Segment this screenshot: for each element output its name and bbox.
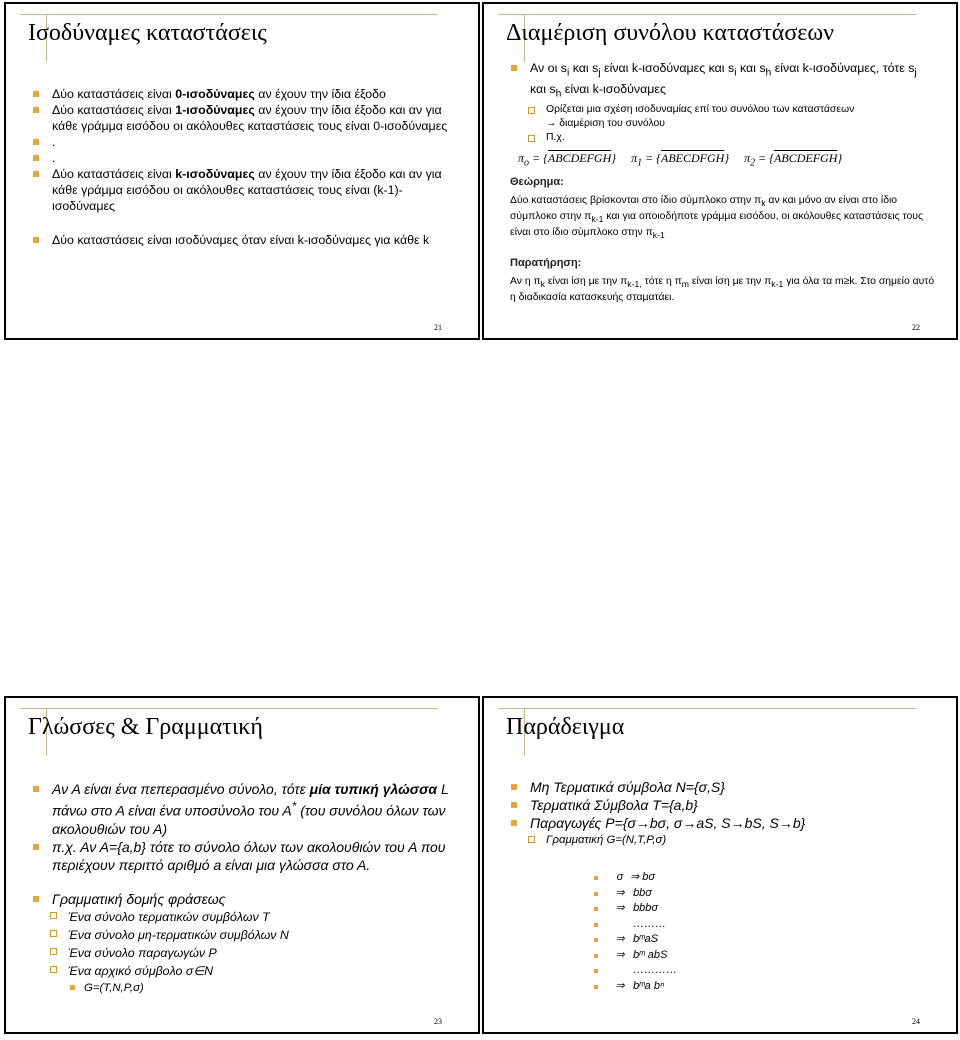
sub-bullet-grammar: Γραμματική G=(N,T,P,σ) (510, 832, 936, 848)
slide-title: Παράδειγμα (506, 714, 625, 740)
page-number: 24 (912, 1017, 920, 1026)
checkbox-bullet-icon (50, 948, 57, 955)
bullet-1-equivalent: Δύο καταστάσεις είναι 1-ισοδύναμες αν έχουν την ίδια έξοδο και αν για κάθε γράμμα εισόδου οι ακόλουθες καταστάσεις τους είναι 0-ισοδύναμες (32, 102, 458, 134)
slide-rule (20, 708, 438, 709)
slide-rule (20, 14, 438, 15)
bullet-nonterminals: Μη Τερματικά σύμβολα N={σ,S} (510, 778, 936, 796)
bullet-dot: . (32, 150, 458, 166)
checkbox-bullet-icon (528, 107, 535, 114)
slide-body (32, 86, 458, 248)
note-text: Αν η $\pi_k$ είναι ίση με την $\pi_{k-1,}$ τότε η $\pi_m$ είναι ίση με την $\pi_{k-1}$ για όλα τα m≥k. Στο σημείο αυτό η διαδικασία κατασκευής σταματάει. (510, 275, 935, 303)
derivation-list (594, 870, 677, 994)
slide-24 (482, 696, 958, 1034)
bullet-k-equivalent: Δύο καταστάσεις είναι k-ισοδύναμες αν έχουν την ίδια έξοδο και αν για κάθε γράμμα εισόδου οι ακόλουθες καταστάσεις τους είναι (k-1)-ισοδύναμες (32, 166, 458, 214)
sub-bullet-relation: Ορίζεται μια σχέση ισοδυναμίας επί του συνόλου των καταστάσεων → διαμέριση του συνόλου (510, 103, 936, 131)
checkbox-bullet-icon (50, 966, 57, 973)
bullet-dot: . (32, 134, 458, 150)
derivation-step: ⇒ bᵐaS (594, 932, 677, 948)
slide-body (510, 778, 936, 848)
bullet-example: π.χ. Αν Α={a,b} τότε το σύνολο όλων των ακολουθιών του Α που περιέχουν περιττό αριθμό a είναι μια γλώσσα στο Α. (32, 838, 458, 874)
slide-rule (498, 14, 916, 15)
sub-bullet-example: Π.χ. (510, 131, 936, 145)
bullet-formal-language: Αν Α είναι ένα πεπερασμένο σύνολο, τότε μία τυπική γλώσσα L πάνω στο Α είναι ένα υποσύνολο του Α* (του συνόλου όλων των ακολουθιών του Α) (32, 780, 458, 838)
bullet-terminals: Τερματικά Σύμβολα T={a,b} (510, 796, 936, 814)
bullet-0-equivalent: Δύο καταστάσεις είναι 0-ισοδύναμες αν έχουν την ίδια έξοδο (32, 86, 458, 102)
sub-bullet-terminals: Ένα σύνολο τερματικών συμβόλων Τ (32, 908, 458, 926)
checkbox-bullet-icon (50, 930, 57, 937)
page-number: 21 (434, 323, 442, 332)
slide-23 (4, 696, 480, 1034)
derivation-step: ⇒ bᵐa bⁿ (594, 979, 677, 995)
slide-22 (482, 2, 958, 340)
note-label: Παρατήρηση: (510, 256, 582, 269)
page-number: 22 (912, 323, 920, 332)
slide-title: Ισοδύναμες καταστάσεις (28, 20, 267, 46)
slide-title: Γλώσσες & Γραμματική (28, 714, 263, 740)
theorem-text: Δύο καταστάσεις βρίσκονται στο ίδιο σύμπλοκο στην $\pi_k$ αν και μόνο αν είναι στο ίδιο σύμπλοκο στην $\pi_{k-1}$ και για οποιοδήποτε γράμμα εισόδου, οι ακόλουθες καταστάσεις τους είναι στο ίδιο σύμπλοκο στην $\pi_{k-1}$ (510, 195, 923, 241)
bullet-grammar: Γραμματική δομής φράσεως (32, 890, 458, 908)
derivation-step: ………… (594, 963, 677, 979)
checkbox-bullet-icon (528, 135, 535, 142)
sub-bullet-start-symbol: Ένα αρχικό σύμβολο σ∈N (32, 962, 458, 980)
slide-body (32, 780, 458, 996)
derivation-step: σ ⇒ bσ (594, 870, 677, 886)
checkbox-bullet-icon (528, 836, 535, 843)
theorem-label: Θεώρημα: (510, 176, 564, 189)
page-number: 23 (434, 1017, 442, 1026)
sub-bullet-nonterminals: Ένα σύνολο μη-τερματικών συμβόλων Ν (32, 926, 458, 944)
bullet-partition-rule: Αν οι $s_i$ και $s_j$ είναι k-ισοδύναμες και $s_i$ και $s_h$ είναι k-ισοδύναμες, τότε $s_j$ και $s_h$ είναι k-ισοδύναμες (510, 60, 936, 103)
bullet-productions: Παραγωγές P={σ→bσ, σ→aS, S→bS, S→b} (510, 814, 936, 832)
slide-body (510, 60, 936, 305)
sub-bullet-productions: Ένα σύνολο παραγωγών P (32, 944, 458, 962)
partition-formula: $\pi_o$ = {ABCDEFGH} $\pi_1$ = {ABECDFGH} $\pi_2$ = {ABCDEFGH} (518, 150, 843, 169)
grammar-tuple: G=(T,N,P,σ) (32, 980, 458, 996)
slide-21 (4, 2, 480, 340)
slide-title: Διαμέριση συνόλου καταστάσεων (506, 20, 835, 46)
derivation-step: ⇒ bbbσ (594, 901, 677, 917)
derivation-step: ……… (594, 917, 677, 933)
slide-rule (498, 708, 916, 709)
checkbox-bullet-icon (50, 912, 57, 919)
derivation-step: ⇒ bbσ (594, 886, 677, 902)
derivation-step: ⇒ bᵐ abS (594, 948, 677, 964)
bullet-equivalent: Δύο καταστάσεις είναι ισοδύναμες όταν είναι k-ισοδύναμες για κάθε k (32, 232, 458, 248)
